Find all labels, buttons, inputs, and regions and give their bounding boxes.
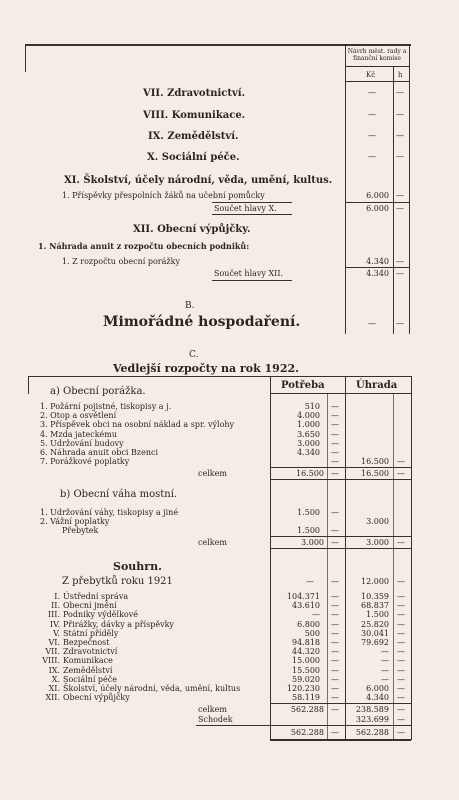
section-c-letter: C. <box>189 350 199 360</box>
summary-row-cover: — <box>381 656 389 666</box>
a-item-need: 1.000 <box>297 420 320 430</box>
heading-xi: XI. Školství, účely národní, věda, umění, kultus. <box>64 175 333 186</box>
summary-row-cover: — <box>381 647 389 657</box>
dash: — <box>331 601 339 611</box>
summary-row-label: Komunikace <box>63 656 113 666</box>
a-item-need: 3.000 <box>297 438 320 448</box>
underline <box>212 214 292 215</box>
summary-row-need: 104.371 <box>286 592 320 601</box>
xii-item-1-value: 4.340 <box>366 257 389 266</box>
grand-rule <box>196 725 411 726</box>
summary-row-label: Obecní jmění <box>63 601 117 611</box>
dash: — <box>331 628 339 638</box>
sum-total-cover: 238.589 <box>355 705 389 714</box>
dash: — <box>396 257 404 266</box>
dash: — <box>331 508 339 517</box>
grand-cover: 562.288 <box>355 728 389 737</box>
b-title: b) Obecní váha mostní. <box>60 489 178 500</box>
dash: — <box>331 684 339 693</box>
a-total-need: 16.500 <box>296 469 324 478</box>
h-header: h <box>398 71 403 79</box>
xi-sum-value: 6.000 <box>366 204 389 213</box>
dash: — <box>331 592 339 601</box>
summary-roman-numeral: X. <box>51 674 60 684</box>
need-col-mid <box>327 393 328 740</box>
a-total-cover: 16.500 <box>361 469 389 478</box>
summary-roman-numeral: XII. <box>45 693 60 703</box>
dash: — <box>368 152 376 161</box>
dash: — <box>397 638 405 647</box>
summary-row-cover: 4.340 <box>366 693 389 703</box>
summary-roman-numeral: III. <box>47 610 60 620</box>
dash: — <box>331 674 339 684</box>
a-item-need: 510 <box>304 402 320 411</box>
dash: — <box>331 728 339 737</box>
summary-row-cover: 79.692 <box>361 638 389 647</box>
summary-row-label: Sociální péče <box>63 674 117 684</box>
summary-row-label: Podniky výdělkové <box>63 610 138 620</box>
dash: — <box>331 448 339 457</box>
section-b-letter: B. <box>185 301 195 311</box>
summary-row-need: 15.000 <box>292 656 320 666</box>
summary-title: Souhrn. <box>113 560 162 573</box>
b-total-label: celkem <box>198 538 227 547</box>
dash: — <box>397 684 405 693</box>
dash: — <box>331 647 339 657</box>
c-left-frame <box>28 376 29 394</box>
dash: — <box>331 420 339 430</box>
dash: — <box>331 411 339 421</box>
xi-item-1: 1. Příspěvky přespolních žáků na učební pomůcky <box>62 191 265 200</box>
summary-row-cover: 30.041 <box>361 628 389 638</box>
header-rule <box>345 66 409 67</box>
dash: — <box>368 131 376 140</box>
deficit-label: Schodek <box>198 715 233 724</box>
summary-roman-numeral: V. <box>53 628 60 638</box>
dash: — <box>331 577 339 586</box>
a-title: a) Obecní porážka. <box>50 386 146 397</box>
dash: — <box>396 319 404 328</box>
summary-row-need: — <box>312 610 320 620</box>
dash: — <box>396 269 404 278</box>
summary-row-cover: — <box>381 674 389 684</box>
heading-viii: VIII. Komunikace. <box>143 110 246 121</box>
dash: — <box>396 88 404 97</box>
grand-need: 562.288 <box>290 728 324 737</box>
dash: — <box>331 705 339 714</box>
xii-item-1: 1. Z rozpočtu obecní porážky <box>62 257 180 266</box>
summary-row-need: 120.230 <box>286 684 320 693</box>
dash: — <box>396 204 404 213</box>
col-cover-header: Úhrada <box>356 380 398 391</box>
b-total-need: 3.000 <box>301 538 324 547</box>
summary-row-need: 6.800 <box>297 619 320 629</box>
c-header-rule <box>270 393 411 394</box>
dash: — <box>331 693 339 703</box>
summary-roman-numeral: VI. <box>48 638 60 647</box>
dash: — <box>397 665 405 675</box>
dash: — <box>397 693 405 703</box>
summary-row-label: Obecní výpůjčky <box>63 693 130 703</box>
b-item-need: 1.500 <box>297 526 320 535</box>
surplus-cover: 12.000 <box>361 577 389 586</box>
sum-total-need: 562.288 <box>290 705 324 714</box>
summary-row-cover: — <box>381 665 389 675</box>
dash: — <box>397 610 405 620</box>
dash: — <box>331 438 339 448</box>
summary-roman-numeral: IX. <box>48 665 60 675</box>
dash: — <box>397 656 405 666</box>
b-item-label: Přebytek <box>62 526 99 535</box>
b-total-cover: 3.000 <box>366 538 389 547</box>
a-item-need: 4.340 <box>297 448 320 457</box>
dash: — <box>368 319 376 328</box>
dash: — <box>397 647 405 657</box>
dash: — <box>397 601 405 611</box>
summary-row-cover: 10.359 <box>361 592 389 601</box>
summary-roman-numeral: II. <box>51 601 60 611</box>
summary-row-need: 94.818 <box>292 638 320 647</box>
dash: — <box>331 610 339 620</box>
a-total-rule-bottom <box>270 479 411 480</box>
dash: — <box>331 638 339 647</box>
underline <box>212 280 292 281</box>
dash: — <box>396 110 404 119</box>
summary-row-label: Státní příděly <box>63 628 119 638</box>
sum-total-rule <box>270 703 411 704</box>
header-rule-2 <box>345 81 409 82</box>
dash: — <box>331 429 339 439</box>
a-total-label: celkem <box>198 469 227 478</box>
summary-row-label: Školství, účely národní, věda, umění, kultus <box>63 684 241 693</box>
summary-row-label: Ústřední správa <box>63 592 129 601</box>
a-item-label: 5. Udržování budovy <box>40 438 124 448</box>
b-item-label: 1. Udržování váhy, tiskopisy a jiné <box>40 508 179 517</box>
b-item-need: 1.500 <box>297 508 320 517</box>
summary-row-label: Zdravotnictví <box>63 647 118 657</box>
xii-sum-label: Součet hlavy XII. <box>214 269 284 278</box>
cover-col-mid <box>393 393 394 740</box>
heading-xii: XII. Obecní výpůjčky. <box>133 224 251 235</box>
summary-row-label: Bezpečnost <box>63 638 110 647</box>
summary-row-cover: 1.500 <box>366 610 389 620</box>
summary-row-need: 43.610 <box>292 601 320 611</box>
summary-roman-numeral: VII. <box>45 647 60 657</box>
dash: — <box>397 592 405 601</box>
xii-sum-value: 4.340 <box>366 269 389 278</box>
a-item-label: 7. Porážkové poplatky <box>40 457 130 467</box>
dash: — <box>397 728 405 737</box>
dash: — <box>397 577 405 586</box>
heading-ix: IX. Zemědělství. <box>148 131 239 142</box>
summary-row-need: 58.119 <box>292 693 320 703</box>
dash: — <box>331 665 339 675</box>
summary-row-label: Přirážky, dávky a příspěvky <box>63 619 174 629</box>
xi-sum-label: Součet hlavy X. <box>214 204 277 213</box>
need-col-left <box>270 376 271 740</box>
dash: — <box>397 705 405 714</box>
column-title: Návrh měst. rady a finanční komise <box>347 48 407 62</box>
a-item-label: 3. Příspěvek obci na osobní náklad a spr. výlohy <box>40 420 235 430</box>
a-item-need: 3.650 <box>297 429 320 439</box>
left-frame <box>25 44 26 72</box>
sum-rule <box>345 267 409 268</box>
summary-row-cover: 68.837 <box>361 601 389 611</box>
xii-subheading: 1. Náhrada anuit z rozpočtu obecních podniků: <box>38 241 250 251</box>
col-need-header: Potřeba <box>281 380 325 391</box>
dash: — <box>397 538 405 547</box>
dash: — <box>331 538 339 547</box>
a-item-label: 6. Náhrada anuit obci Bzenci <box>40 448 159 457</box>
summary-row-need: 500 <box>304 628 320 638</box>
summary-roman-numeral: IV. <box>49 619 60 629</box>
amount-col-left <box>345 44 346 334</box>
kc-header: Kč <box>366 71 376 79</box>
dash: — <box>368 88 376 97</box>
dash: — <box>397 457 405 467</box>
grand-rule-bottom <box>270 739 411 741</box>
summary-row-need: 15.500 <box>292 665 320 675</box>
sum-rule <box>345 202 409 203</box>
summary-row-cover: 6.000 <box>366 684 389 693</box>
dash: — <box>396 191 404 200</box>
surplus-label: Z přebytků roku 1921 <box>62 576 173 587</box>
b-total-rule <box>270 536 411 537</box>
dash: — <box>397 715 405 724</box>
dash: — <box>331 402 339 411</box>
heading-x: X. Sociální péče. <box>147 152 240 163</box>
summary-roman-numeral: VIII. <box>42 656 60 666</box>
need-col-right <box>345 376 346 740</box>
a-item-need: 4.000 <box>297 411 320 421</box>
a-item-label: 1. Požární pojistné, tiskopisy a j. <box>40 402 172 411</box>
amount-col-right <box>409 44 410 334</box>
b-item-cover: 3.000 <box>366 517 389 526</box>
dash: — <box>368 110 376 119</box>
dash: — <box>397 628 405 638</box>
b-total-rule-bottom <box>270 548 411 549</box>
dash: — <box>331 656 339 666</box>
deficit-cover: 323.699 <box>355 715 389 724</box>
dash: — <box>396 131 404 140</box>
dash: — <box>397 469 405 478</box>
cover-col-right <box>411 376 412 740</box>
top-rule <box>25 44 411 46</box>
summary-row-label: Zemědělství <box>63 665 113 675</box>
a-item-label: 2. Otop a osvětlení <box>40 411 117 421</box>
amount-col-mid <box>393 66 394 334</box>
summary-row-need: 44.320 <box>292 647 320 657</box>
a-item-cover: 16.500 <box>361 457 389 467</box>
summary-roman-numeral: I. <box>54 592 60 601</box>
dash: — <box>397 619 405 629</box>
dash: — <box>331 526 339 535</box>
dash: — <box>396 152 404 161</box>
dash: — <box>397 674 405 684</box>
heading-vii: VII. Zdravotnictví. <box>143 88 246 99</box>
dash: — <box>331 469 339 478</box>
summary-row-need: 59.020 <box>292 674 320 684</box>
a-total-rule <box>270 467 411 468</box>
dash: — <box>331 457 339 467</box>
section-c-title: Vedlejší rozpočty na rok 1922. <box>113 362 299 375</box>
section-b-title: Mimořádné hospodaření. <box>103 314 301 330</box>
dash: — <box>331 619 339 629</box>
summary-row-cover: 25.820 <box>361 619 389 629</box>
xi-item-1-value: 6.000 <box>366 191 389 200</box>
sum-total-label: celkem <box>198 705 227 714</box>
surplus-need: — <box>306 577 314 586</box>
b-item-label: 2. Vážní poplatky <box>40 517 110 526</box>
summary-roman-numeral: XI. <box>48 684 60 693</box>
a-item-label: 4. Mzda jateckému <box>40 429 118 439</box>
underline <box>212 202 292 203</box>
c-top-rule <box>28 376 412 377</box>
